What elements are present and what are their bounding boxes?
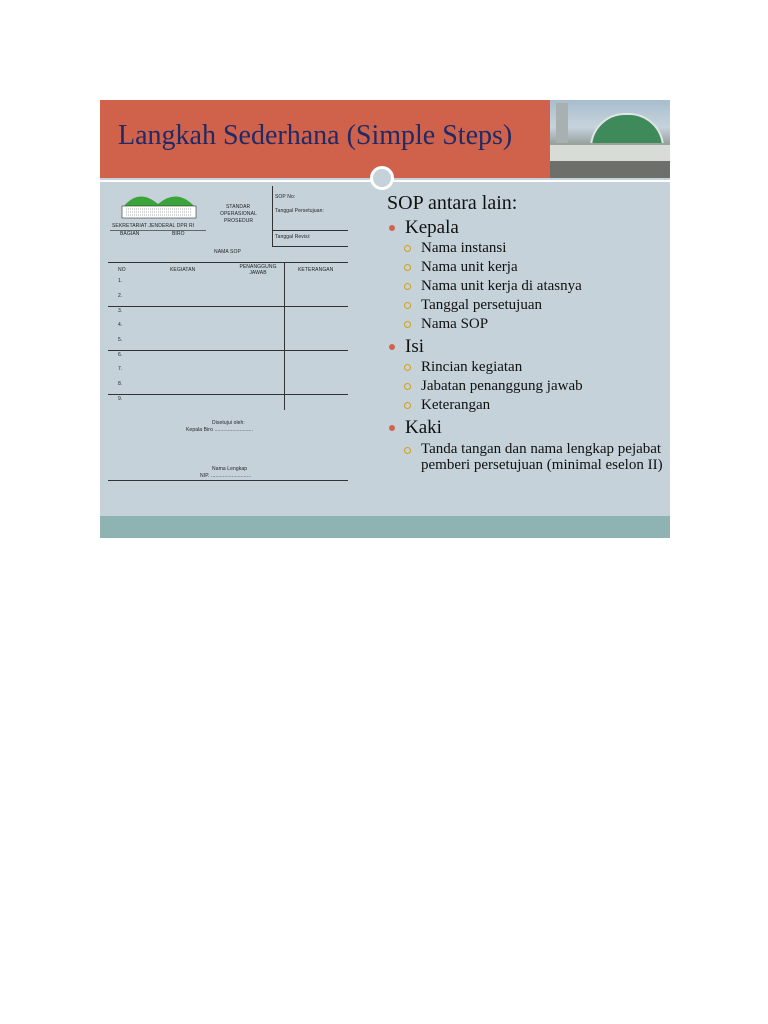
title-bar <box>100 100 550 178</box>
bullet-circle-icon <box>404 264 411 271</box>
approval-date-label: Tanggal Persetujuan: <box>275 208 324 214</box>
dpr-logo-icon <box>114 188 204 226</box>
bullet-circle-icon <box>404 383 411 390</box>
doc-title-line-2: OPERASIONAL <box>220 211 257 217</box>
list-item: Nama SOP <box>387 315 667 334</box>
bullet-content <box>387 192 667 473</box>
section-kaki: Kaki <box>387 417 667 439</box>
approved-by-label: Disetujui oleh: <box>212 420 245 426</box>
footer-bar <box>100 516 670 538</box>
row-number: 6. <box>118 352 123 358</box>
row-number: 1. <box>118 278 123 284</box>
list-item: Keterangan <box>387 396 667 415</box>
org-name: SEKRETARIAT JENDERAL DPR RI <box>112 223 195 229</box>
list-item: Nama unit kerja <box>387 258 667 277</box>
list-item: Tanggal persetujuan <box>387 296 667 315</box>
section-kepala: Kepala <box>387 217 667 239</box>
org-sub-left: BAGIAN <box>120 231 140 237</box>
col-activity: KEGIATAN <box>170 267 196 273</box>
bullet-circle-icon <box>404 364 411 371</box>
bullet-circle-icon <box>404 245 411 252</box>
content-heading: SOP antara lain: <box>387 192 518 214</box>
doc-title-line-1: STANDAR <box>226 204 251 210</box>
revision-date-label: Tanggal Revisi: <box>275 234 311 240</box>
head-of-label: Kepala Biro .......................... <box>186 427 254 433</box>
row-number: 8. <box>118 381 123 387</box>
doc-title-line-3: PROSEDUR <box>224 218 254 224</box>
full-name-label: Nama Lengkap <box>212 466 248 472</box>
bullet-circle-icon <box>404 283 411 290</box>
row-number: 7. <box>118 366 123 372</box>
list-item: Jabatan penanggung jawab <box>387 377 667 396</box>
row-number: 9. <box>118 396 123 402</box>
building-photo <box>550 100 670 178</box>
list-item: Tanda tangan dan nama lengkap pejabat pemberi persetujuan (minimal eselon II) <box>387 441 667 473</box>
row-number: 3. <box>118 308 123 314</box>
col-no: NO <box>118 267 126 273</box>
org-sub-right: BIRO <box>172 231 185 237</box>
nip-label: NIP. ........................... <box>200 473 252 479</box>
bullet-circle-icon <box>404 321 411 328</box>
slide-title: Langkah Sederhana (Simple Steps) <box>118 120 513 151</box>
list-item: Nama unit kerja di atasnya <box>387 277 667 296</box>
divider-ring <box>370 166 394 190</box>
slide <box>100 100 670 538</box>
bullet-dot-icon <box>389 344 395 350</box>
bullet-circle-icon <box>404 302 411 309</box>
col-responsible: PENANGGUNG JAWAB <box>239 264 277 276</box>
bullet-dot-icon <box>389 425 395 431</box>
bullet-circle-icon <box>404 402 411 409</box>
list-item: Nama instansi <box>387 239 667 258</box>
sop-name-label: NAMA SOP <box>214 249 241 255</box>
col-notes: KETERANGAN <box>298 267 334 273</box>
sop-no-label: SOP No: <box>275 194 296 200</box>
row-number: 4. <box>118 322 123 328</box>
list-item: Rincian kegiatan <box>387 358 667 377</box>
bullet-circle-icon <box>404 447 411 454</box>
row-number: 2. <box>118 293 123 299</box>
section-isi: Isi <box>387 336 667 358</box>
sop-form-template <box>108 186 350 486</box>
row-number: 5. <box>118 337 123 343</box>
bullet-dot-icon <box>389 225 395 231</box>
